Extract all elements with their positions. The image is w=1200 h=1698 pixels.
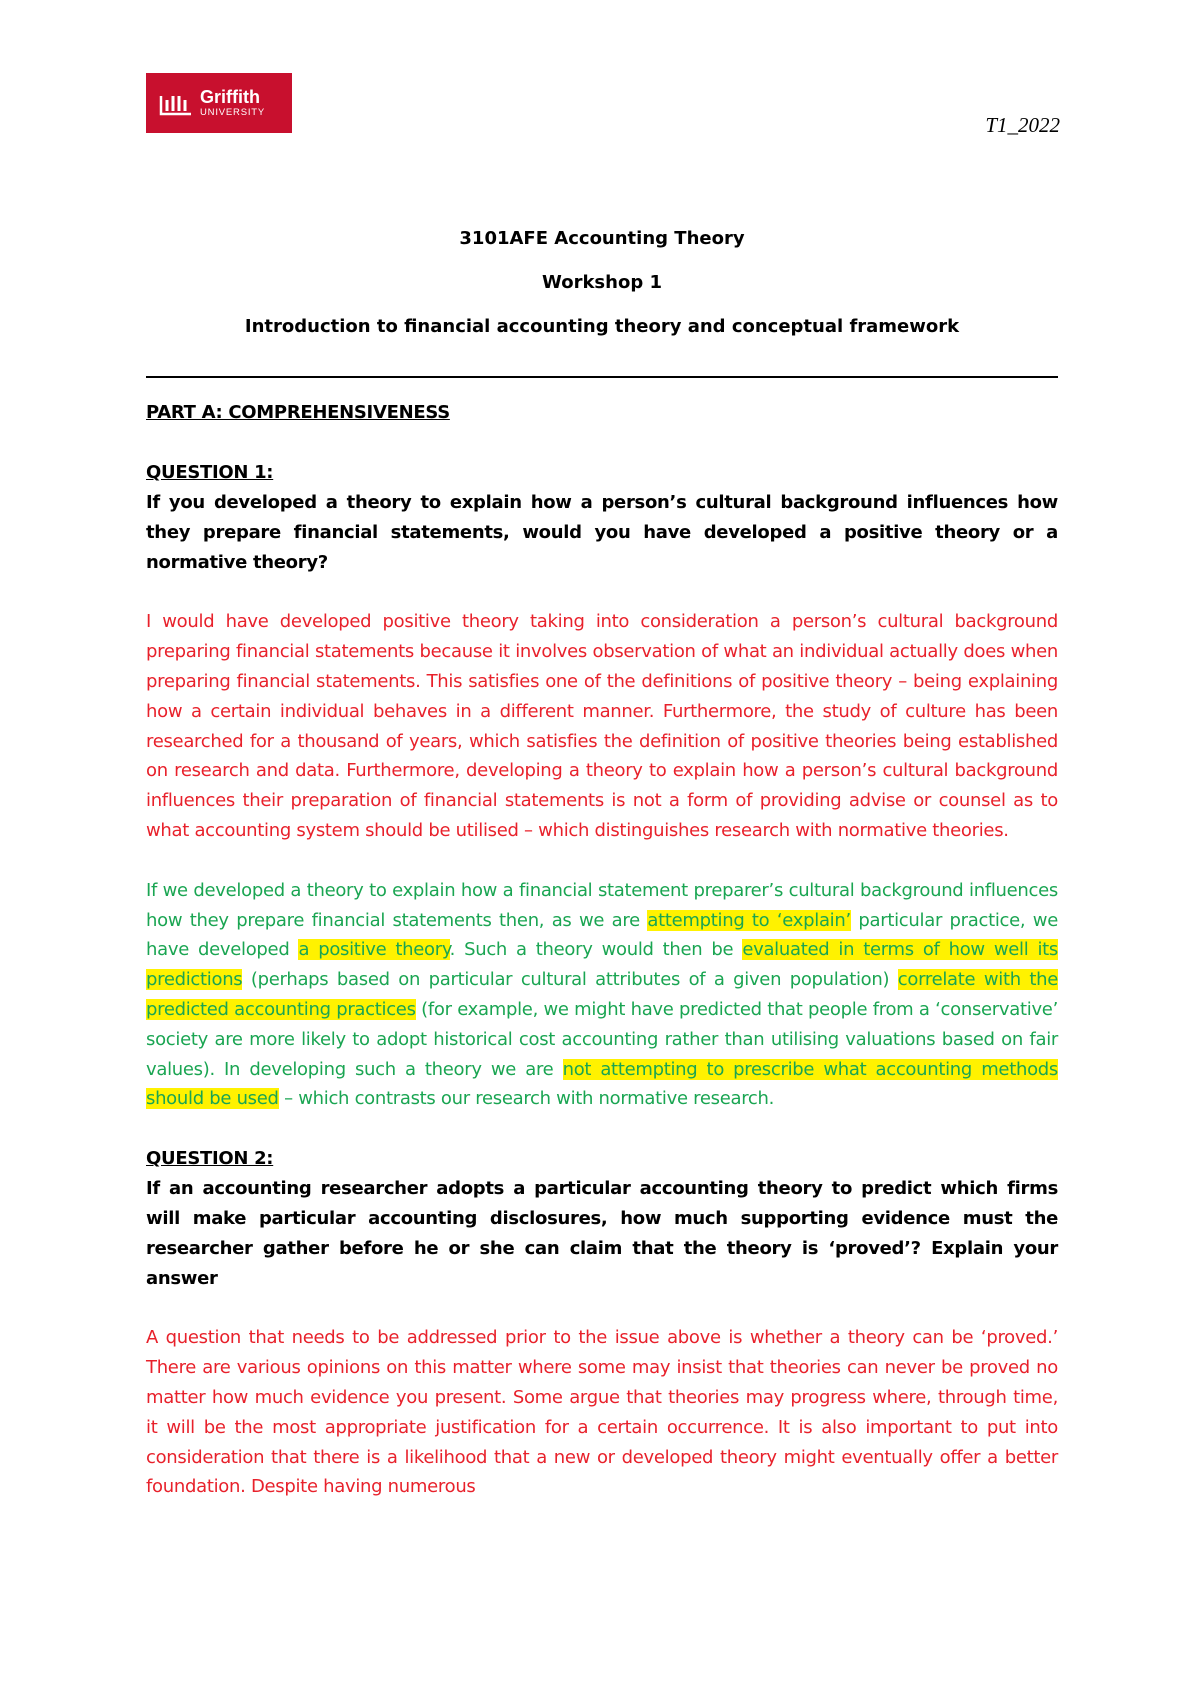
highlighted-text: attempting to ‘explain’ — [647, 909, 851, 931]
question-2-text: If an accounting researcher adopts a particular accounting theory to predict which firms will make particular accounting disclosures, how much supporting evidence must the researcher gather before he or she can claim that the theory is ‘proved’? Explain your answer — [146, 1178, 1058, 1289]
answer-text: particular practice, we have developed — [146, 909, 1059, 961]
griffith-logo — [146, 73, 292, 133]
question-1-student-answer: I would have developed positive theory taking into consideration a person’s cultural background preparing financial statements because it involves observation of what an individual actually does when preparing financial statements. This satisfies one of the definitions of positive theory – being explaining how a certain individual behaves in a different manner. Furthermore, the study of culture has been researched for a thousand of years, which satisfies the definition of positive theories being established on research and data. Furthermore, developing a theory to explain how a person’s cultural background influences their preparation of financial statements is not a form of providing advise or counsel as to what accounting system should be utilised – which distinguishes research with normative theories. — [146, 611, 1058, 841]
question-1-label: QUESTION 1: — [146, 462, 274, 483]
answer-text: . Such a theory would then be — [449, 939, 743, 961]
header-divider — [146, 376, 1058, 378]
answer-text: – which contrasts our research with normative research. — [278, 1088, 775, 1110]
question-1-model-answer — [146, 876, 1058, 1114]
answer-text: (for example, we might have predicted that people from a ‘conservative’ society are more likely to adopt historical cost accounting rather than utilising valuations based on fair values). In developing such a theory we are — [146, 998, 1058, 1080]
topic-title: Introduction to financial accounting theory and conceptual framework — [244, 316, 960, 337]
logo-name: Griffith — [200, 87, 260, 108]
document-header — [146, 217, 1058, 349]
answer-text: If we developed a theory to explain how a financial statement preparer’s cultural background influences how they prepare financial statements then, as we are — [146, 879, 1058, 931]
course-title: 3101AFE Accounting Theory — [459, 228, 745, 249]
highlighted-text: evaluated in terms of how well its predictions — [146, 939, 1058, 991]
question-2-student-answer: A question that needs to be addressed prior to the issue above is whether a theory can be ‘proved.’ There are various opinions on this matter where some may insist that theories can never be proved no matter how much evidence you present. Some argue that theories may progress where, through time, it will be the most appropriate justification for a certain occurrence. It is also important to put into consideration that there is a likelihood that a new or developed theory might eventually offer a better foundation. Despite having numerous — [146, 1327, 1058, 1498]
question-1-text: If you developed a theory to explain how a person’s cultural background influences how they prepare financial statements, would you have developed a positive theory or a normative theory? — [146, 492, 1058, 573]
part-a-title: PART A: COMPREHENSIVENESS — [146, 402, 450, 423]
term-label: T1_2022 — [985, 113, 1060, 137]
question-2-label: QUESTION 2: — [146, 1148, 274, 1170]
logo-subtitle: UNIVERSITY — [200, 107, 266, 119]
highlighted-text: not attempting to prescribe what accounting methods should be used — [146, 1058, 1058, 1110]
workshop-title: Workshop 1 — [542, 272, 662, 293]
answer-text: (perhaps based on particular cultural attributes of a given population) — [242, 969, 898, 991]
highlighted-text: a positive theory — [298, 939, 450, 961]
highlighted-text: correlate with the predicted accounting practices — [146, 969, 1058, 1020]
griffith-emblem-icon — [159, 88, 193, 118]
document-body — [146, 398, 1058, 1532]
